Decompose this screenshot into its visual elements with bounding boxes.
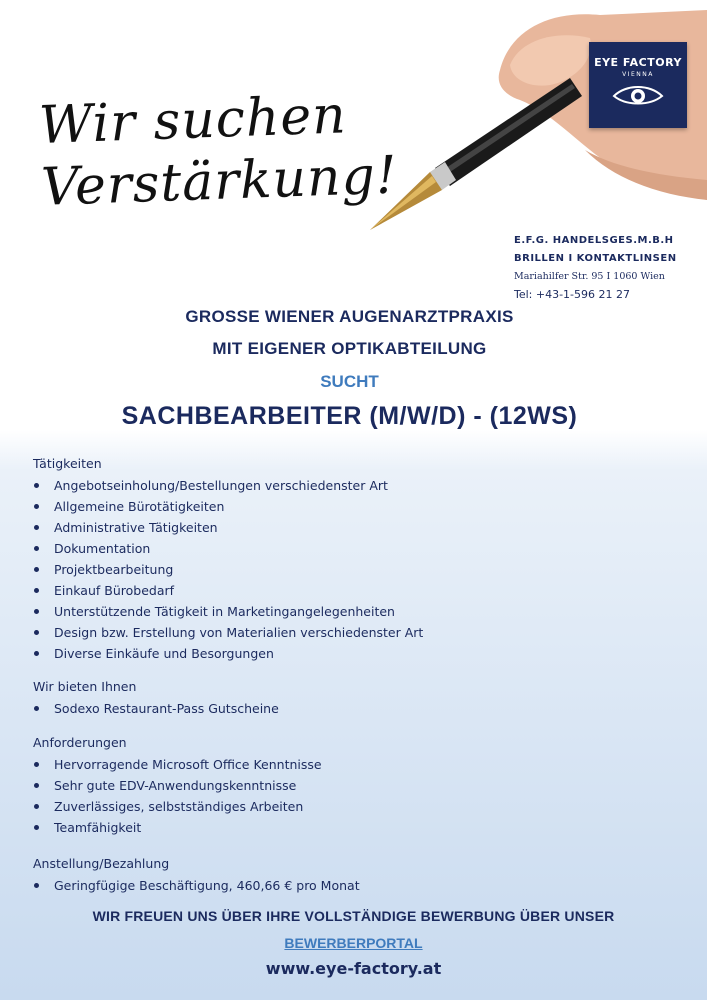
logo-name: EYE FACTORY bbox=[594, 56, 682, 69]
intro-sucht: SUCHT bbox=[320, 372, 379, 391]
company-address: Mariahilfer Str. 95 I 1060 Wien bbox=[514, 271, 665, 282]
list-item: Sehr gute EDV-Anwendungskenntnisse bbox=[33, 775, 673, 796]
intro-line-2: MIT EIGENER OPTIKABTEILUNG bbox=[212, 339, 487, 358]
job-title: SACHBEARBEITER (M/W/D) - (12WS) bbox=[121, 402, 578, 430]
website-link[interactable]: www.eye-factory.at bbox=[265, 959, 442, 978]
application-cta: WIR FREUEN UNS ÜBER IHRE VOLLSTÄNDIGE BEWERBUNG ÜBER UNSER bbox=[92, 908, 615, 924]
company-name: E.F.G. HANDELSGES.M.B.H bbox=[514, 235, 674, 246]
list-item: Allgemeine Bürotätigkeiten bbox=[33, 496, 673, 517]
list-item: Geringfügige Beschäftigung, 460,66 € pro Monat bbox=[33, 875, 673, 896]
list-item: Teamfähigkeit bbox=[33, 817, 673, 838]
list-item: Zuverlässiges, selbstständiges Arbeiten bbox=[33, 796, 673, 817]
list-item: Dokumentation bbox=[33, 538, 673, 559]
list-item: Projektbearbeitung bbox=[33, 559, 673, 580]
task-list bbox=[33, 475, 673, 664]
list-item: Angebotseinholung/Bestellungen verschiedenster Art bbox=[33, 475, 673, 496]
section-title: Wir bieten Ihnen bbox=[33, 679, 137, 694]
section-anstellung bbox=[33, 856, 673, 896]
eye-factory-logo bbox=[589, 42, 687, 128]
eye-icon bbox=[612, 82, 664, 108]
section-taetigkeiten bbox=[33, 456, 673, 664]
section-wir-bieten bbox=[33, 679, 673, 719]
company-info bbox=[514, 232, 699, 304]
list-item: Sodexo Restaurant-Pass Gutscheine bbox=[33, 698, 673, 719]
list-item: Design bzw. Erstellung von Materialien verschiedenster Art bbox=[33, 622, 673, 643]
logo-subtitle: VIENNA bbox=[622, 71, 654, 78]
company-phone: Tel: +43-1-596 21 27 bbox=[514, 288, 631, 301]
headline-line-2: Verstärkung! bbox=[40, 145, 399, 218]
company-products: BRILLEN I KONTAKTLINSEN bbox=[514, 253, 677, 264]
section-title: Anforderungen bbox=[33, 735, 127, 750]
list-item: Administrative Tätigkeiten bbox=[33, 517, 673, 538]
headline-line-1: Wir suchen bbox=[38, 85, 348, 156]
bewerberportal-link[interactable]: BEWERBERPORTAL bbox=[284, 935, 423, 951]
requirement-list bbox=[33, 754, 673, 838]
intro-line-1: GROSSE WIENER AUGENARZTPRAXIS bbox=[185, 307, 514, 326]
offer-list bbox=[33, 698, 673, 719]
list-item: Unterstützende Tätigkeit in Marketingangelegenheiten bbox=[33, 601, 673, 622]
section-title: Anstellung/Bezahlung bbox=[33, 856, 170, 871]
list-item: Einkauf Bürobedarf bbox=[33, 580, 673, 601]
section-title: Tätigkeiten bbox=[33, 456, 102, 471]
list-item: Hervorragende Microsoft Office Kenntnisse bbox=[33, 754, 673, 775]
employment-list bbox=[33, 875, 673, 896]
section-anforderungen bbox=[33, 735, 673, 838]
list-item: Diverse Einkäufe und Besorgungen bbox=[33, 643, 673, 664]
